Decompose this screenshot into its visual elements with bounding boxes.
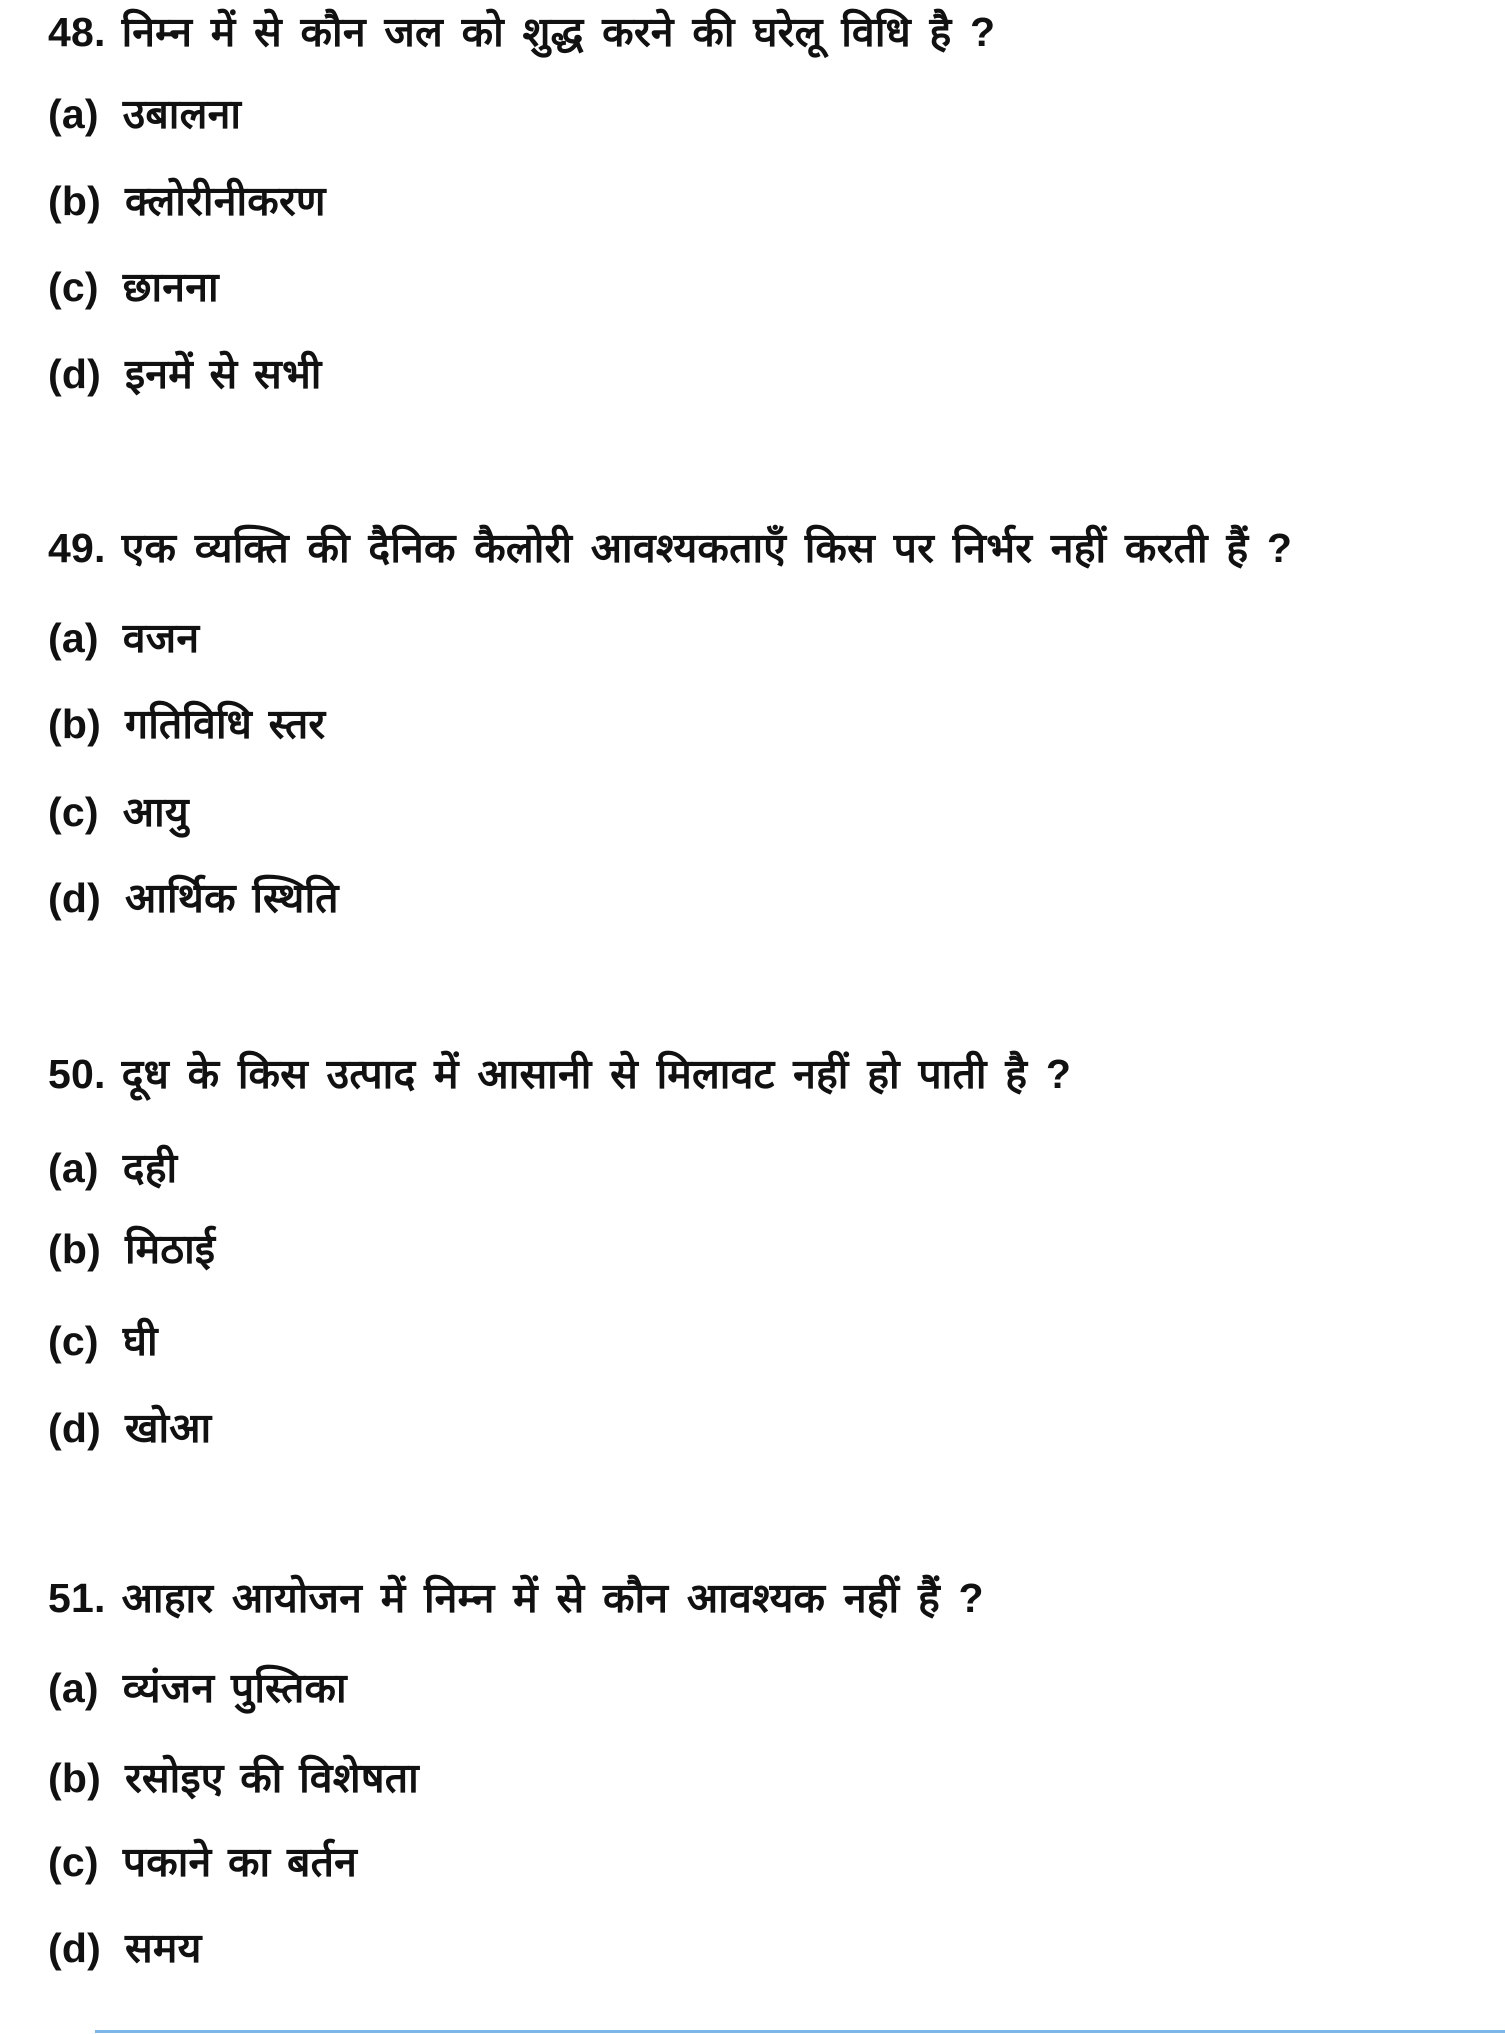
question-50-number: 50. <box>48 1051 106 1097</box>
question-49-text: एक व्यक्ति की दैनिक कैलोरी आवश्यकताएँ किस पर निर्भर नहीं करती हैं ? <box>121 525 1293 571</box>
option-51-c-text: पकाने का बर्तन <box>122 1839 358 1885</box>
option-51-a-label: (a) <box>48 1665 99 1711</box>
question-48-text: निम्न में से कौन जल को शुद्ध करने की घरेलू विधि है ? <box>121 9 996 55</box>
option-50-d <box>48 1402 211 1454</box>
option-49-c-text: आयु <box>122 789 189 835</box>
option-51-d-label: (d) <box>48 1925 101 1971</box>
option-48-d <box>48 348 322 400</box>
question-51-number: 51. <box>48 1575 106 1621</box>
question-51 <box>48 1572 984 1624</box>
option-48-a-text: उबालना <box>122 91 242 137</box>
option-51-b-text: रसोइए की विशेषता <box>124 1755 419 1801</box>
option-49-a-text: वजन <box>122 615 200 661</box>
option-50-a <box>48 1142 177 1194</box>
option-48-c-text: छानना <box>122 264 219 310</box>
option-48-b-label: (b) <box>48 178 101 224</box>
option-50-d-label: (d) <box>48 1405 101 1451</box>
question-51-text: आहार आयोजन में निम्न में से कौन आवश्यक नहीं हैं ? <box>121 1575 984 1621</box>
option-48-d-label: (d) <box>48 351 101 397</box>
option-49-a <box>48 612 199 664</box>
option-51-c-label: (c) <box>48 1839 99 1885</box>
option-51-a <box>48 1662 347 1714</box>
option-50-b <box>48 1223 215 1275</box>
option-48-a-label: (a) <box>48 91 99 137</box>
option-49-b-text: गतिविधि स्तर <box>124 701 326 747</box>
option-49-b <box>48 698 325 750</box>
question-50-text: दूध के किस उत्पाद में आसानी से मिलावट नहीं हो पाती है ? <box>121 1051 1072 1097</box>
option-49-b-label: (b) <box>48 701 101 747</box>
option-51-d-text: समय <box>124 1925 202 1971</box>
option-48-c-label: (c) <box>48 264 99 310</box>
option-49-a-label: (a) <box>48 615 99 661</box>
option-50-c-text: घी <box>122 1318 158 1364</box>
option-49-c-label: (c) <box>48 789 99 835</box>
question-49 <box>48 522 1292 574</box>
option-51-d <box>48 1922 202 1974</box>
option-50-c <box>48 1315 158 1367</box>
option-51-a-text: व्यंजन पुस्तिका <box>122 1665 347 1711</box>
option-50-b-text: मिठाई <box>124 1226 216 1272</box>
option-49-c <box>48 786 189 838</box>
option-51-b <box>48 1752 419 1804</box>
option-51-b-label: (b) <box>48 1755 101 1801</box>
option-48-d-text: इनमें से सभी <box>124 351 322 397</box>
option-50-b-label: (b) <box>48 1226 101 1272</box>
question-50 <box>48 1048 1071 1100</box>
option-49-d-text: आर्थिक स्थिति <box>124 875 339 921</box>
option-49-d <box>48 872 339 924</box>
page-bottom-border <box>95 2030 1505 2033</box>
option-51-c <box>48 1836 357 1888</box>
question-48-number: 48. <box>48 9 106 55</box>
option-48-b <box>48 175 326 227</box>
question-48 <box>48 6 995 58</box>
option-50-a-label: (a) <box>48 1145 99 1191</box>
option-50-c-label: (c) <box>48 1318 99 1364</box>
option-48-c <box>48 261 219 313</box>
option-50-a-text: दही <box>122 1145 178 1191</box>
option-49-d-label: (d) <box>48 875 101 921</box>
option-48-a <box>48 88 241 140</box>
option-50-d-text: खोआ <box>124 1405 212 1451</box>
option-48-b-text: क्लोरीनीकरण <box>124 178 326 224</box>
question-49-number: 49. <box>48 525 106 571</box>
